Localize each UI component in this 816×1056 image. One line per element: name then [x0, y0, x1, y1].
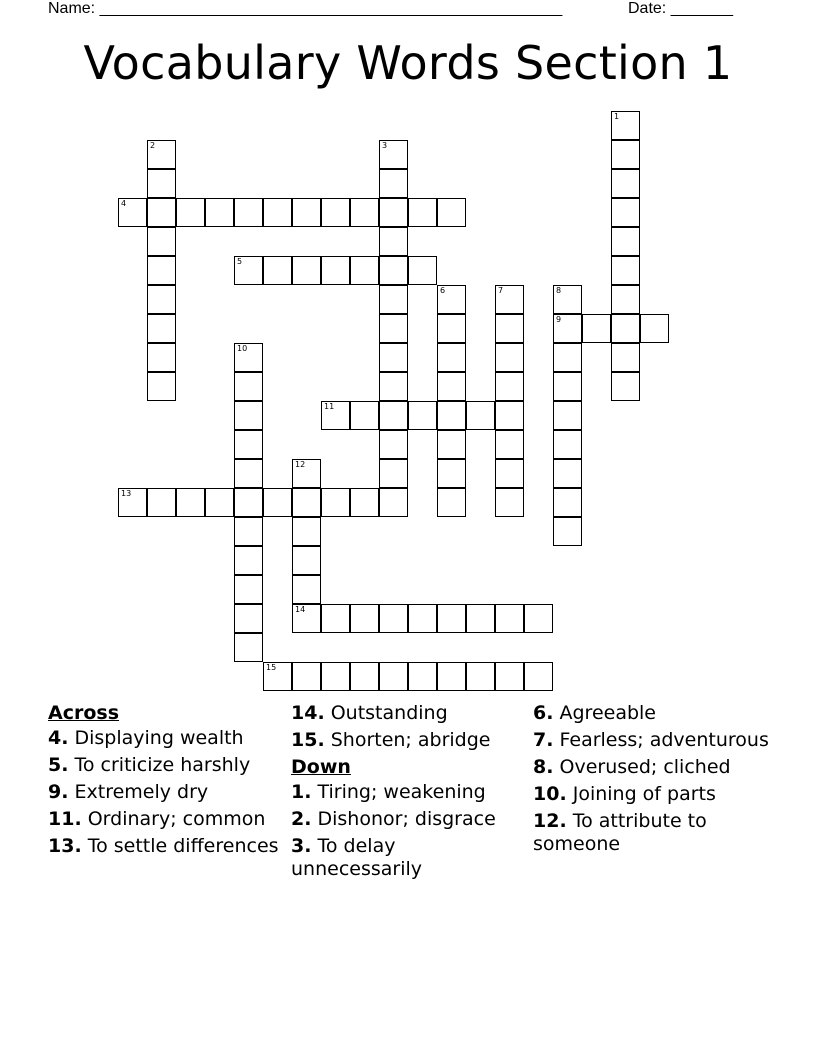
crossword-cell[interactable]	[379, 285, 408, 314]
crossword-cell[interactable]	[524, 604, 553, 633]
crossword-cell[interactable]	[495, 662, 524, 691]
clue-down-6: 6. Agreeable	[533, 702, 656, 724]
crossword-cell[interactable]	[292, 517, 321, 546]
cell-number: 13	[121, 489, 132, 498]
clue-across-15: 15. Shorten; abridge	[291, 729, 491, 751]
crossword-cell[interactable]	[408, 198, 437, 227]
cell-number: 7	[498, 286, 504, 295]
crossword-cell[interactable]	[611, 285, 640, 314]
date-field-label: Date: _______	[628, 0, 733, 17]
crossword-cell[interactable]	[147, 314, 176, 343]
crossword-cell[interactable]	[147, 169, 176, 198]
crossword-cell[interactable]	[350, 488, 379, 517]
crossword-cell[interactable]	[437, 314, 466, 343]
crossword-cell[interactable]	[292, 488, 321, 517]
clue-down-10: 10. Joining of parts	[533, 783, 716, 805]
crossword-cell[interactable]	[553, 459, 582, 488]
clue-across-14: 14. Outstanding	[291, 702, 448, 724]
crossword-cell[interactable]	[524, 662, 553, 691]
cell-number: 1	[614, 112, 620, 121]
clue-across-4: 4. Displaying wealth	[48, 727, 244, 749]
crossword-cell[interactable]	[640, 314, 669, 343]
crossword-cell[interactable]	[379, 430, 408, 459]
crossword-cell[interactable]	[466, 662, 495, 691]
crossword-cell[interactable]	[147, 227, 176, 256]
crossword-cell[interactable]	[292, 662, 321, 691]
crossword-cell[interactable]	[321, 401, 350, 430]
crossword-cell[interactable]	[147, 140, 176, 169]
cell-number: 10	[237, 344, 248, 353]
cell-number: 6	[440, 286, 446, 295]
clue-down-7: 7. Fearless; adventurous	[533, 729, 769, 751]
crossword-cell[interactable]	[408, 604, 437, 633]
crossword-cell[interactable]	[234, 517, 263, 546]
crossword-cell[interactable]	[495, 488, 524, 517]
crossword-cell[interactable]	[379, 459, 408, 488]
cell-number: 14	[295, 605, 306, 614]
crossword-cell[interactable]	[495, 343, 524, 372]
clue-across-9: 9. Extremely dry	[48, 781, 209, 803]
crossword-cell[interactable]	[234, 488, 263, 517]
crossword-cell[interactable]	[147, 256, 176, 285]
clues-column-2	[291, 702, 527, 885]
crossword-cell[interactable]	[350, 256, 379, 285]
crossword-cell[interactable]	[408, 401, 437, 430]
crossword-cell[interactable]	[205, 198, 234, 227]
cell-number: 5	[237, 257, 243, 266]
crossword-cell[interactable]	[234, 459, 263, 488]
crossword-cell[interactable]	[495, 401, 524, 430]
crossword-cell[interactable]	[495, 285, 524, 314]
crossword-cell[interactable]	[263, 256, 292, 285]
crossword-cell[interactable]	[553, 430, 582, 459]
crossword-cell[interactable]	[582, 314, 611, 343]
crossword-cell[interactable]	[234, 198, 263, 227]
clue-down-12: 12. To attribute to someone	[533, 810, 707, 855]
name-field-label: Name: ____________________________________________________	[48, 0, 563, 17]
crossword-cell[interactable]	[611, 343, 640, 372]
crossword-cell[interactable]	[205, 488, 234, 517]
crossword-cell[interactable]	[379, 256, 408, 285]
crossword-cell[interactable]	[611, 314, 640, 343]
crossword-cell[interactable]	[263, 488, 292, 517]
crossword-cell[interactable]	[147, 488, 176, 517]
crossword-cell[interactable]	[147, 372, 176, 401]
crossword-cell[interactable]	[234, 430, 263, 459]
crossword-cell[interactable]	[437, 343, 466, 372]
crossword-cell[interactable]	[495, 372, 524, 401]
crossword-cell[interactable]	[437, 401, 466, 430]
crossword-cell[interactable]	[350, 401, 379, 430]
crossword-cell[interactable]	[408, 256, 437, 285]
crossword-cell[interactable]	[611, 372, 640, 401]
crossword-cell[interactable]	[553, 343, 582, 372]
crossword-cell[interactable]	[292, 575, 321, 604]
crossword-cell[interactable]	[234, 633, 263, 662]
crossword-cell[interactable]	[379, 372, 408, 401]
crossword-cell[interactable]	[437, 604, 466, 633]
crossword-cell[interactable]	[437, 662, 466, 691]
clue-down-1: 1. Tiring; weakening	[291, 781, 486, 803]
crossword-cell[interactable]	[611, 111, 640, 140]
crossword-cell[interactable]	[379, 662, 408, 691]
crossword-cell[interactable]	[379, 169, 408, 198]
crossword-cell[interactable]	[292, 604, 321, 633]
crossword-cell[interactable]	[437, 488, 466, 517]
crossword-cell[interactable]	[553, 314, 582, 343]
crossword-cell[interactable]	[466, 604, 495, 633]
crossword-cell[interactable]	[553, 488, 582, 517]
crossword-cell[interactable]	[350, 604, 379, 633]
crossword-cell[interactable]	[495, 459, 524, 488]
clues-column-3	[533, 702, 773, 860]
crossword-cell[interactable]	[379, 227, 408, 256]
clue-across-13: 13. To settle differences	[48, 835, 279, 857]
crossword-cell[interactable]	[379, 604, 408, 633]
cell-number: 11	[324, 402, 335, 411]
crossword-cell[interactable]	[437, 430, 466, 459]
cell-number: 9	[556, 315, 562, 324]
crossword-cell[interactable]	[234, 546, 263, 575]
crossword-cell[interactable]	[321, 604, 350, 633]
crossword-cell[interactable]	[379, 343, 408, 372]
crossword-cell[interactable]	[437, 198, 466, 227]
crossword-cell[interactable]	[292, 198, 321, 227]
clue-across-5: 5. To criticize harshly	[48, 754, 251, 776]
crossword-cell[interactable]	[321, 488, 350, 517]
crossword-cell[interactable]	[234, 401, 263, 430]
crossword-cell[interactable]	[466, 401, 495, 430]
crossword-cell[interactable]	[234, 256, 263, 285]
clue-down-3: 3. To delay unnecessarily	[291, 835, 423, 880]
crossword-cell[interactable]	[437, 285, 466, 314]
cell-number: 8	[556, 286, 562, 295]
crossword-cell[interactable]	[611, 198, 640, 227]
clue-across-11: 11. Ordinary; common	[48, 808, 266, 830]
crossword-cell[interactable]	[408, 662, 437, 691]
crossword-cell[interactable]	[495, 430, 524, 459]
crossword-cell[interactable]	[234, 604, 263, 633]
crossword-cell[interactable]	[350, 198, 379, 227]
crossword-cell[interactable]	[176, 488, 205, 517]
crossword-cell[interactable]	[292, 459, 321, 488]
crossword-cell[interactable]	[292, 256, 321, 285]
crossword-cell[interactable]	[379, 401, 408, 430]
crossword-cell[interactable]	[611, 256, 640, 285]
crossword-cell[interactable]	[495, 314, 524, 343]
crossword-cell[interactable]	[234, 343, 263, 372]
clue-down-8: 8. Overused; cliched	[533, 756, 731, 778]
crossword-cell[interactable]	[321, 662, 350, 691]
crossword-cell[interactable]	[379, 488, 408, 517]
crossword-cell[interactable]	[553, 285, 582, 314]
crossword-cell[interactable]	[234, 372, 263, 401]
cell-number: 3	[382, 141, 388, 150]
crossword-cell[interactable]	[263, 198, 292, 227]
cell-number: 4	[121, 199, 127, 208]
crossword-cell[interactable]	[234, 575, 263, 604]
crossword-cell[interactable]	[437, 459, 466, 488]
across-heading: Across	[48, 702, 120, 724]
crossword-cell[interactable]	[263, 662, 292, 691]
crossword-cell[interactable]	[321, 256, 350, 285]
clues-column-1	[48, 702, 284, 862]
crossword-cell[interactable]	[379, 140, 408, 169]
crossword-cell[interactable]	[147, 285, 176, 314]
page-title: Vocabulary Words Section 1	[83, 36, 733, 90]
crossword-cell[interactable]	[147, 198, 176, 227]
cell-number: 2	[150, 141, 156, 150]
crossword-cell[interactable]	[350, 662, 379, 691]
crossword-cell[interactable]	[611, 140, 640, 169]
crossword-cell[interactable]	[118, 198, 147, 227]
crossword-cell[interactable]	[379, 198, 408, 227]
crossword-cell[interactable]	[437, 372, 466, 401]
crossword-cell[interactable]	[176, 198, 205, 227]
crossword-cell[interactable]	[292, 546, 321, 575]
crossword-cell[interactable]	[495, 604, 524, 633]
crossword-cell[interactable]	[553, 517, 582, 546]
crossword-cell[interactable]	[118, 488, 147, 517]
crossword-cell[interactable]	[553, 372, 582, 401]
crossword-cell[interactable]	[611, 169, 640, 198]
clue-down-2: 2. Dishonor; disgrace	[291, 808, 496, 830]
down-heading: Down	[291, 756, 351, 778]
crossword-cell[interactable]	[379, 314, 408, 343]
cell-number: 15	[266, 663, 277, 672]
crossword-cell[interactable]	[321, 198, 350, 227]
crossword-cell[interactable]	[611, 227, 640, 256]
cell-number: 12	[295, 460, 306, 469]
crossword-cell[interactable]	[553, 401, 582, 430]
crossword-cell[interactable]	[147, 343, 176, 372]
